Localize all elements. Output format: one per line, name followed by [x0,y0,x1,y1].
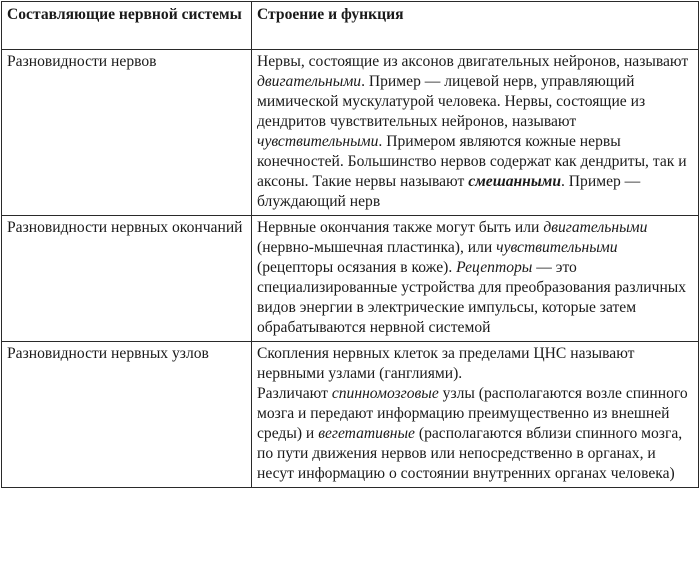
header-components: Составляющие нервной системы [2,2,252,50]
row-description-ganglia: Скопления нервных клеток за пределами ЦНС называют нервными узлами (ганглиями). Различают спинномозговые узлы (располагаются возле спинного мозга и передают информацию преимущественно из внешней среды) и вегетативные (располагаются вблизи спинного мозга, по пути движения нервов или непосредственно в органах, и несут информацию о состоянии внутренних органах человека) [252,342,699,488]
row-description-nerves: Нервы, состоящие из аксонов двигательных нейронов, называют двигательными. Пример — лицевой нерв, управляющий мимической мускулатурой человека. Нервы, состоящие из дендритов чувствительных нейронов, называют чувствительными. Примером являются кожные нервы конечностей. Большинство нервов содержат как дендриты, так и аксоны. Такие нервы называют смешанными. Пример — блуждающий нерв [252,50,699,216]
table-row [2,342,699,488]
row-label-nerve-endings: Разновидности нервных окончаний [2,216,252,342]
header-structure-function: Строение и функция [252,2,699,50]
table-header-row [2,2,699,50]
row-label-nerves: Разновидности нервов [2,50,252,216]
table-row [2,216,699,342]
nervous-system-table [1,1,699,488]
row-label-ganglia: Разновидности нервных узлов [2,342,252,488]
table-row [2,50,699,216]
row-description-nerve-endings: Нервные окончания также могут быть или двигательными (нервно-мышечная пластинка), или чувствительными (рецепторы осязания в коже). Рецепторы — это специализированные устройства для преобразования различных видов энергии в электрические импульсы, которые затем обрабатываются нервной системой [252,216,699,342]
